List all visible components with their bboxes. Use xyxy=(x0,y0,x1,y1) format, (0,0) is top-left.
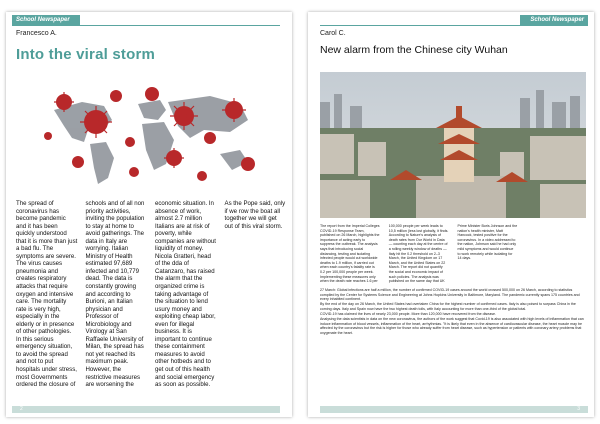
wuhan-city-photo xyxy=(320,72,586,218)
article-title: Into the viral storm xyxy=(16,46,156,63)
article-full-width-text xyxy=(320,288,586,336)
page-number: 3 xyxy=(577,406,580,412)
header-rule xyxy=(320,25,588,26)
plaza xyxy=(416,176,506,218)
footer-band xyxy=(12,406,280,413)
header-label: School Newspaper xyxy=(16,17,70,23)
footer-band xyxy=(320,406,588,413)
paragraph: By the end of the day on 26 March, the United States had overtaken China for the highest number of confirmed cases. Italy is also poised to surpass China in the coming days. Italy and Spain now have the two highest death tolls, with Italy accounting for more than one-third of the global total. xyxy=(320,302,576,311)
article-body: The spread of coronavirus has become pandemic and it has been quickly understood that it is more than just a bad flu. The symptoms are severe. The virus causes pneumonia and creates respiratory attacks that require oxygen and intensive care. The mortality rate is very high, especially in the elderly or in presence of other pathologies. In this serious emergency situation, to avoid the spread and not to put hospitals under stress, most Governments ordered the closure of schools and of all non priority activities, inviting the population to stay at home to avoid gatherings. The data in Italy are worrying. Italian Ministry of Health estimated 97,689 infected and 10,779 dead. The data is constantly growing and according to Burioni, an Italian physician and Professor of Microbiology and Virology at San Raffaele University of Milan, the spread has not yet reached its maximum peak. However, the restrictive measures are worsening the economic situation. In absence of work, almost 2.7 million Italians are at risk of poverty, while companies are without liquidity of money. Nicola Gratteri, head of the dda of Catanzaro, has raised the alarm that the organized crime is taking advantage of the situation to lend usury money and exploiting cheap labor, even for illegal business. It is important to continue these containment measures to avoid other hotbeds and to get out of this health and social emergency as soon as possible. As the Pope said, only if we row the boat all together we will get out of this viral storm. xyxy=(16,200,286,389)
article-columns: The report from the Imperial Colleges COVID-19 Response Team, published on 26 March, highlights the importance of acting early to suppress the outbreak. The analysis says that introducing social distancing, testing and isolating infected people would cut worldwide deaths to 1.9 million, if carried out when each country's fatality rate is 0.2 per 100,000 people per week. Implementing these measures only when the death rate reaches 1.6 per 100,000 people per week leads to 10,5 million (less lost globally, it finds. According to Nature's analysis of death rates from Our World in Data — counting each day at the centre of a rolling weekly window of deaths — Italy hit the 0.2 threshold on 2–3 March, the United Kingdom on 17 March, and the United States on 22 March. The report did not quantify the social and economic impact of such policies. The analysis was published on the same day that UK Prime Minister Boris Johnson and the nation's health minister, Matt Hancock, tested positive for the coronavirus. In a video addressed to the nation, Johnson said he had only mild symptoms and would continue to work remotely while isolating for 14 days. xyxy=(320,224,518,284)
virus-world-map-illustration xyxy=(34,80,266,192)
left-page xyxy=(6,12,292,417)
header-label: School Newspaper xyxy=(530,17,584,23)
header-rule xyxy=(12,25,280,26)
author-name: Carol C. xyxy=(320,30,346,37)
paragraph: COVID-19 has claimed the lives of nearly 23,000 people. More than 120,000 have recovered from the disease. xyxy=(320,311,496,316)
paragraph: 27 March: Global infections are half a million, the number of confirmed COVID-19 cases around the world crossed 500,000 on 26 March, according to statistics compiled by the Center for Systems Science and Engineering at Johns Hopkins University in Baltimore, Maryland. The pandemic currently spans 175 countries and every inhabited continent. xyxy=(320,288,580,302)
page-number: 2 xyxy=(20,406,23,412)
author-name: Francesco A. xyxy=(16,30,57,37)
world-map-icon xyxy=(54,96,248,184)
right-page xyxy=(308,12,594,417)
article-title: New alarm from the Chinese city Wuhan xyxy=(320,44,508,56)
paragraph: Analysing the data scientists in data on the new coronavirus, the authors of the work suggest that Covid-19 is also associated with high levels of inflammation that can induce inflammation of blood vessels, inflammation of the heart, arrhythmias. "It is likely that even in the absence of cardiovascular disease, the heart muscle may be affected by the coronavirus but the risk is higher for those who already suffer from heart disease, such as hypertension or patients with coronary artery problems that oxygenate the heart. xyxy=(320,317,584,335)
